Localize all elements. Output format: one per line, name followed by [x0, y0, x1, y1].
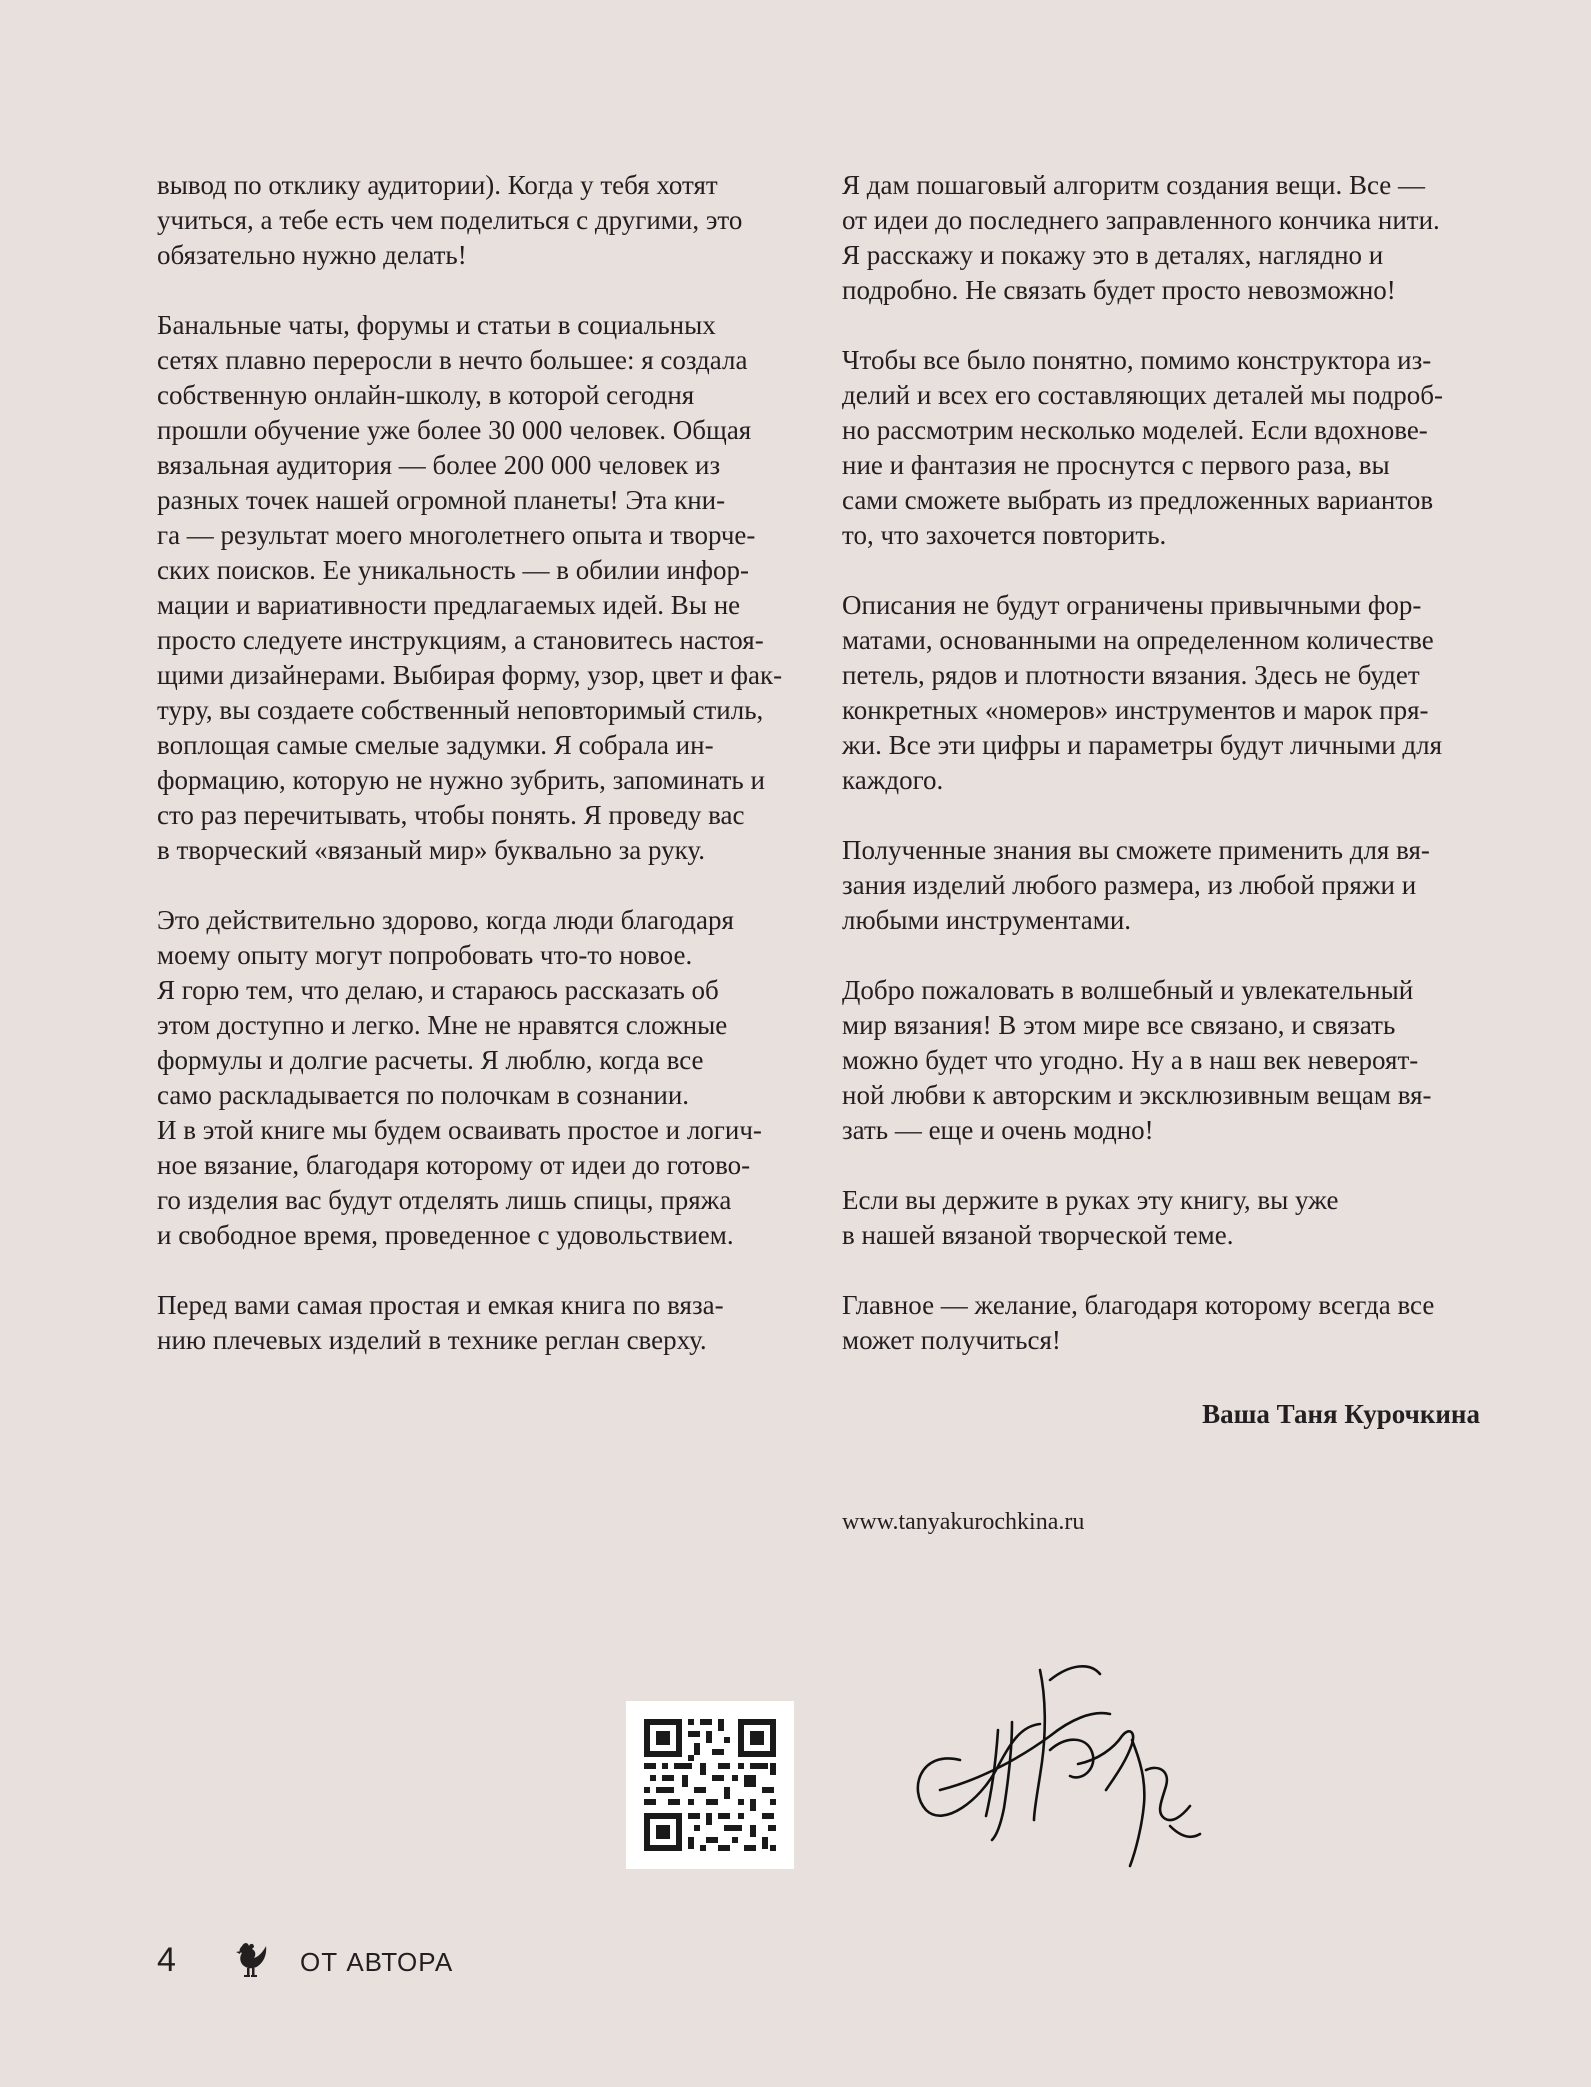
right-paragraph-4: Полученные знания вы сможете применить для вя- зания изделий любого размера, из любой пряжи и любыми инструментами. — [842, 835, 1430, 935]
left-paragraph-2: Банальные чаты, форумы и статьи в социальных сетях плавно переросли в нечто большее: я создала собственную онлайн-школу, в которой сегодня прошли обучение уже более 30 000 человек. Общая вязальная аудитория — более 200 000 человек из разных точек нашей огромной планеты! Эта кни- га — результат моего многолетнего опыта и творче- ских поисков. Ее уникальность — в обилии инфор- мации и вариативности предлагаемых идей. Вы не просто следуете инструкциям, а становитесь настоя- щими дизайнерами. Выбирая форму, узор, цвет и фак- туру, вы создаете собственный неповторимый стиль, воплощая самые смелые задумки. Я собрала ин- формацию, которую не нужно зубрить, запоминать и сто раз перечитывать, чтобы понять. Я проведу вас в творческий «вязаный мир» буквально за руку. — [157, 310, 783, 865]
right-paragraph-5: Добро пожаловать в волшебный и увлекательный мир вязания! В этом мире все связано, и связать можно будет что угодно. Ну а в наш век невероят- ной любви к авторским и эксклюзивным вещам вя- зать — еще и очень модно! — [842, 975, 1432, 1145]
right-paragraph-2: Чтобы все было понятно, помимо конструктора из- делий и всех его составляющих деталей мы подроб- но рассмотрим несколько моделей. Если вдохнове- ние и фантазия не проснутся с первого раза, вы сами сможете выбрать из предложенных вариантов то, что захочется повторить. — [842, 345, 1444, 550]
section-title: ОТ АВТОРА — [300, 1947, 454, 1977]
left-paragraph-1: вывод по отклику аудитории). Когда у тебя хотят учиться, а тебе есть чем поделиться с другими, это обязательно нужно делать! — [157, 170, 743, 270]
left-paragraph-4: Перед вами самая простая и емкая книга по вяза- нию плечевых изделий в технике реглан сверху. — [157, 1290, 724, 1355]
autograph-signature — [900, 1640, 1220, 1870]
qr-code-image — [626, 1701, 794, 1869]
right-paragraph-6: Если вы держите в руках эту книгу, вы уже в нашей вязаной творческой теме. — [842, 1185, 1339, 1250]
left-paragraph-3: Это действительно здорово, когда люди благодаря моему опыту могут попробовать что-то новое. Я горю тем, что делаю, и стараюсь рассказать об этом доступно и легко. Мне не нравятся сложные формулы и долгие расчеты. Я люблю, когда все само раскладывается по полочкам в сознании. И в этой книге мы будем осваивать простое и логич- ное вязание, благодаря которому от идеи до готово- го изделия вас будут отделять лишь спицы, пряжа и свободное время, проведенное с удовольствием. — [157, 905, 762, 1250]
rooster-icon — [234, 1940, 268, 1980]
author-website-link[interactable]: www.tanyakurochkina.ru — [842, 1509, 1085, 1535]
right-paragraph-3: Описания не будут ограничены привычными фор- матами, основанными на определенном количестве петель, рядов и плотности вязания. Здесь не будет конкретных «номеров» инструментов и марок пря- жи. Все эти цифры и параметры будут личными для каждого. — [842, 590, 1443, 795]
left-column — [157, 168, 805, 1393]
author-signature-name: Ваша Таня Курочкина — [1202, 1399, 1480, 1429]
right-paragraph-7: Главное — желание, благодаря которому всегда все может получиться! — [842, 1290, 1435, 1355]
right-column — [842, 168, 1492, 1393]
right-paragraph-1: Я дам пошаговый алгоритм создания вещи. Все — от идеи до последнего заправленного кончика нити. Я расскажу и покажу это в деталях, наглядно и подробно. Не связать будет просто невозможно! — [842, 170, 1440, 305]
page-number: 4 — [157, 1941, 176, 1979]
qr-code[interactable] — [626, 1701, 794, 1869]
